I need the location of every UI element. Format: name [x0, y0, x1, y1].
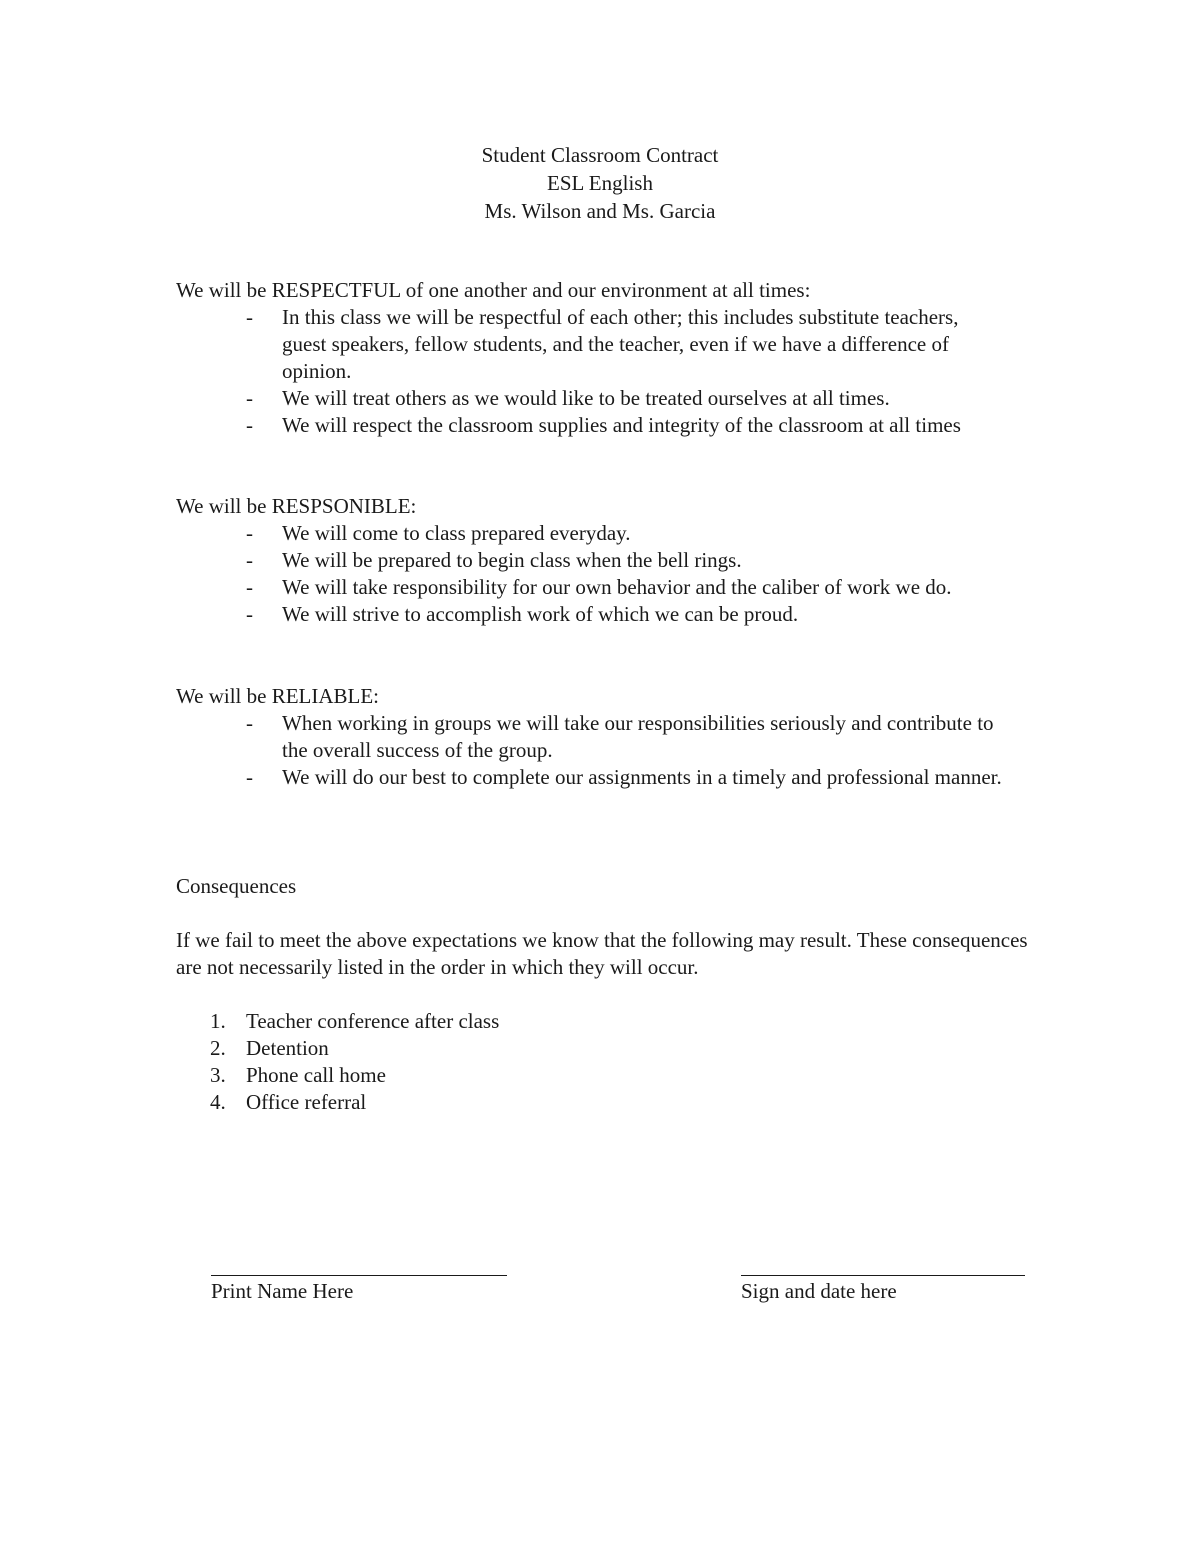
item-text: Office referral: [246, 1090, 367, 1114]
list-item: [246, 520, 1021, 547]
bullet-list-reliable: [246, 710, 1021, 791]
bullet-dash: -: [246, 765, 253, 789]
list-item: [246, 304, 1006, 385]
bullet-list-responsible: [246, 520, 1021, 628]
teacher-names: Ms. Wilson and Ms. Garcia: [484, 199, 716, 223]
bullet-text: In this class we will be respectful of each other; this includes substitute teachers, guest speakers, fellow students, and the teacher, even if we have a difference of opinion.: [282, 305, 959, 383]
list-item: [210, 1062, 499, 1089]
list-item: [246, 710, 1021, 764]
bullet-dash: -: [246, 521, 253, 545]
bullet-dash: -: [246, 548, 253, 572]
list-item: [246, 385, 1006, 412]
bullet-dash: -: [246, 413, 253, 437]
bullet-text: We will take responsibility for our own behavior and the caliber of work we do.: [282, 575, 952, 599]
consequences-intro: If we fail to meet the above expectations we know that the following may result. These consequences are not necessarily listed in the order in which they will occur.: [176, 928, 1028, 979]
list-item: [246, 574, 1021, 601]
print-name-line[interactable]: [211, 1275, 507, 1276]
item-text: Phone call home: [246, 1063, 386, 1087]
list-item: [210, 1089, 499, 1116]
list-item: [246, 764, 1021, 791]
bullet-text: We will come to class prepared everyday.: [282, 521, 631, 545]
bullet-text: We will strive to accomplish work of which we can be proud.: [282, 602, 799, 626]
sign-date-line[interactable]: [741, 1275, 1025, 1276]
list-item: [210, 1008, 499, 1035]
bullet-dash: -: [246, 305, 253, 329]
item-text: Detention: [246, 1036, 329, 1060]
item-number: 1.: [210, 1009, 226, 1033]
item-number: 4.: [210, 1090, 226, 1114]
bullet-dash: -: [246, 386, 253, 410]
print-name-label: Print Name Here: [211, 1279, 354, 1303]
document-title: Student Classroom Contract: [481, 143, 719, 167]
list-item: [210, 1035, 499, 1062]
list-item: [246, 547, 1021, 574]
bullet-dash: -: [246, 575, 253, 599]
item-number: 3.: [210, 1063, 226, 1087]
section-heading-respectful: We will be RESPECTFUL of one another and our environment at all times:: [176, 278, 811, 302]
bullet-text: We will treat others as we would like to be treated ourselves at all times.: [282, 386, 890, 410]
list-item: [246, 601, 1021, 628]
title-block: [0, 141, 1200, 225]
bullet-dash: -: [246, 602, 253, 626]
bullet-text: We will respect the classroom supplies and integrity of the classroom at all times: [282, 413, 961, 437]
course-name: ESL English: [547, 171, 653, 195]
consequences-heading: Consequences: [176, 874, 297, 898]
bullet-text: We will be prepared to begin class when the bell rings.: [282, 548, 742, 572]
bullet-text: When working in groups we will take our responsibilities seriously and contribute to the overall success of the group.: [282, 711, 994, 762]
section-heading-reliable: We will be RELIABLE:: [176, 684, 380, 708]
bullet-list-respectful: [246, 304, 1006, 439]
bullet-text: We will do our best to complete our assignments in a timely and professional manner.: [282, 765, 1002, 789]
bullet-dash: -: [246, 711, 253, 735]
consequences-list: [210, 1008, 499, 1116]
sign-date-label: Sign and date here: [741, 1279, 897, 1303]
item-number: 2.: [210, 1036, 226, 1060]
section-heading-responsible: We will be RESPSONIBLE:: [176, 494, 417, 518]
list-item: [246, 412, 1006, 439]
item-text: Teacher conference after class: [246, 1009, 500, 1033]
